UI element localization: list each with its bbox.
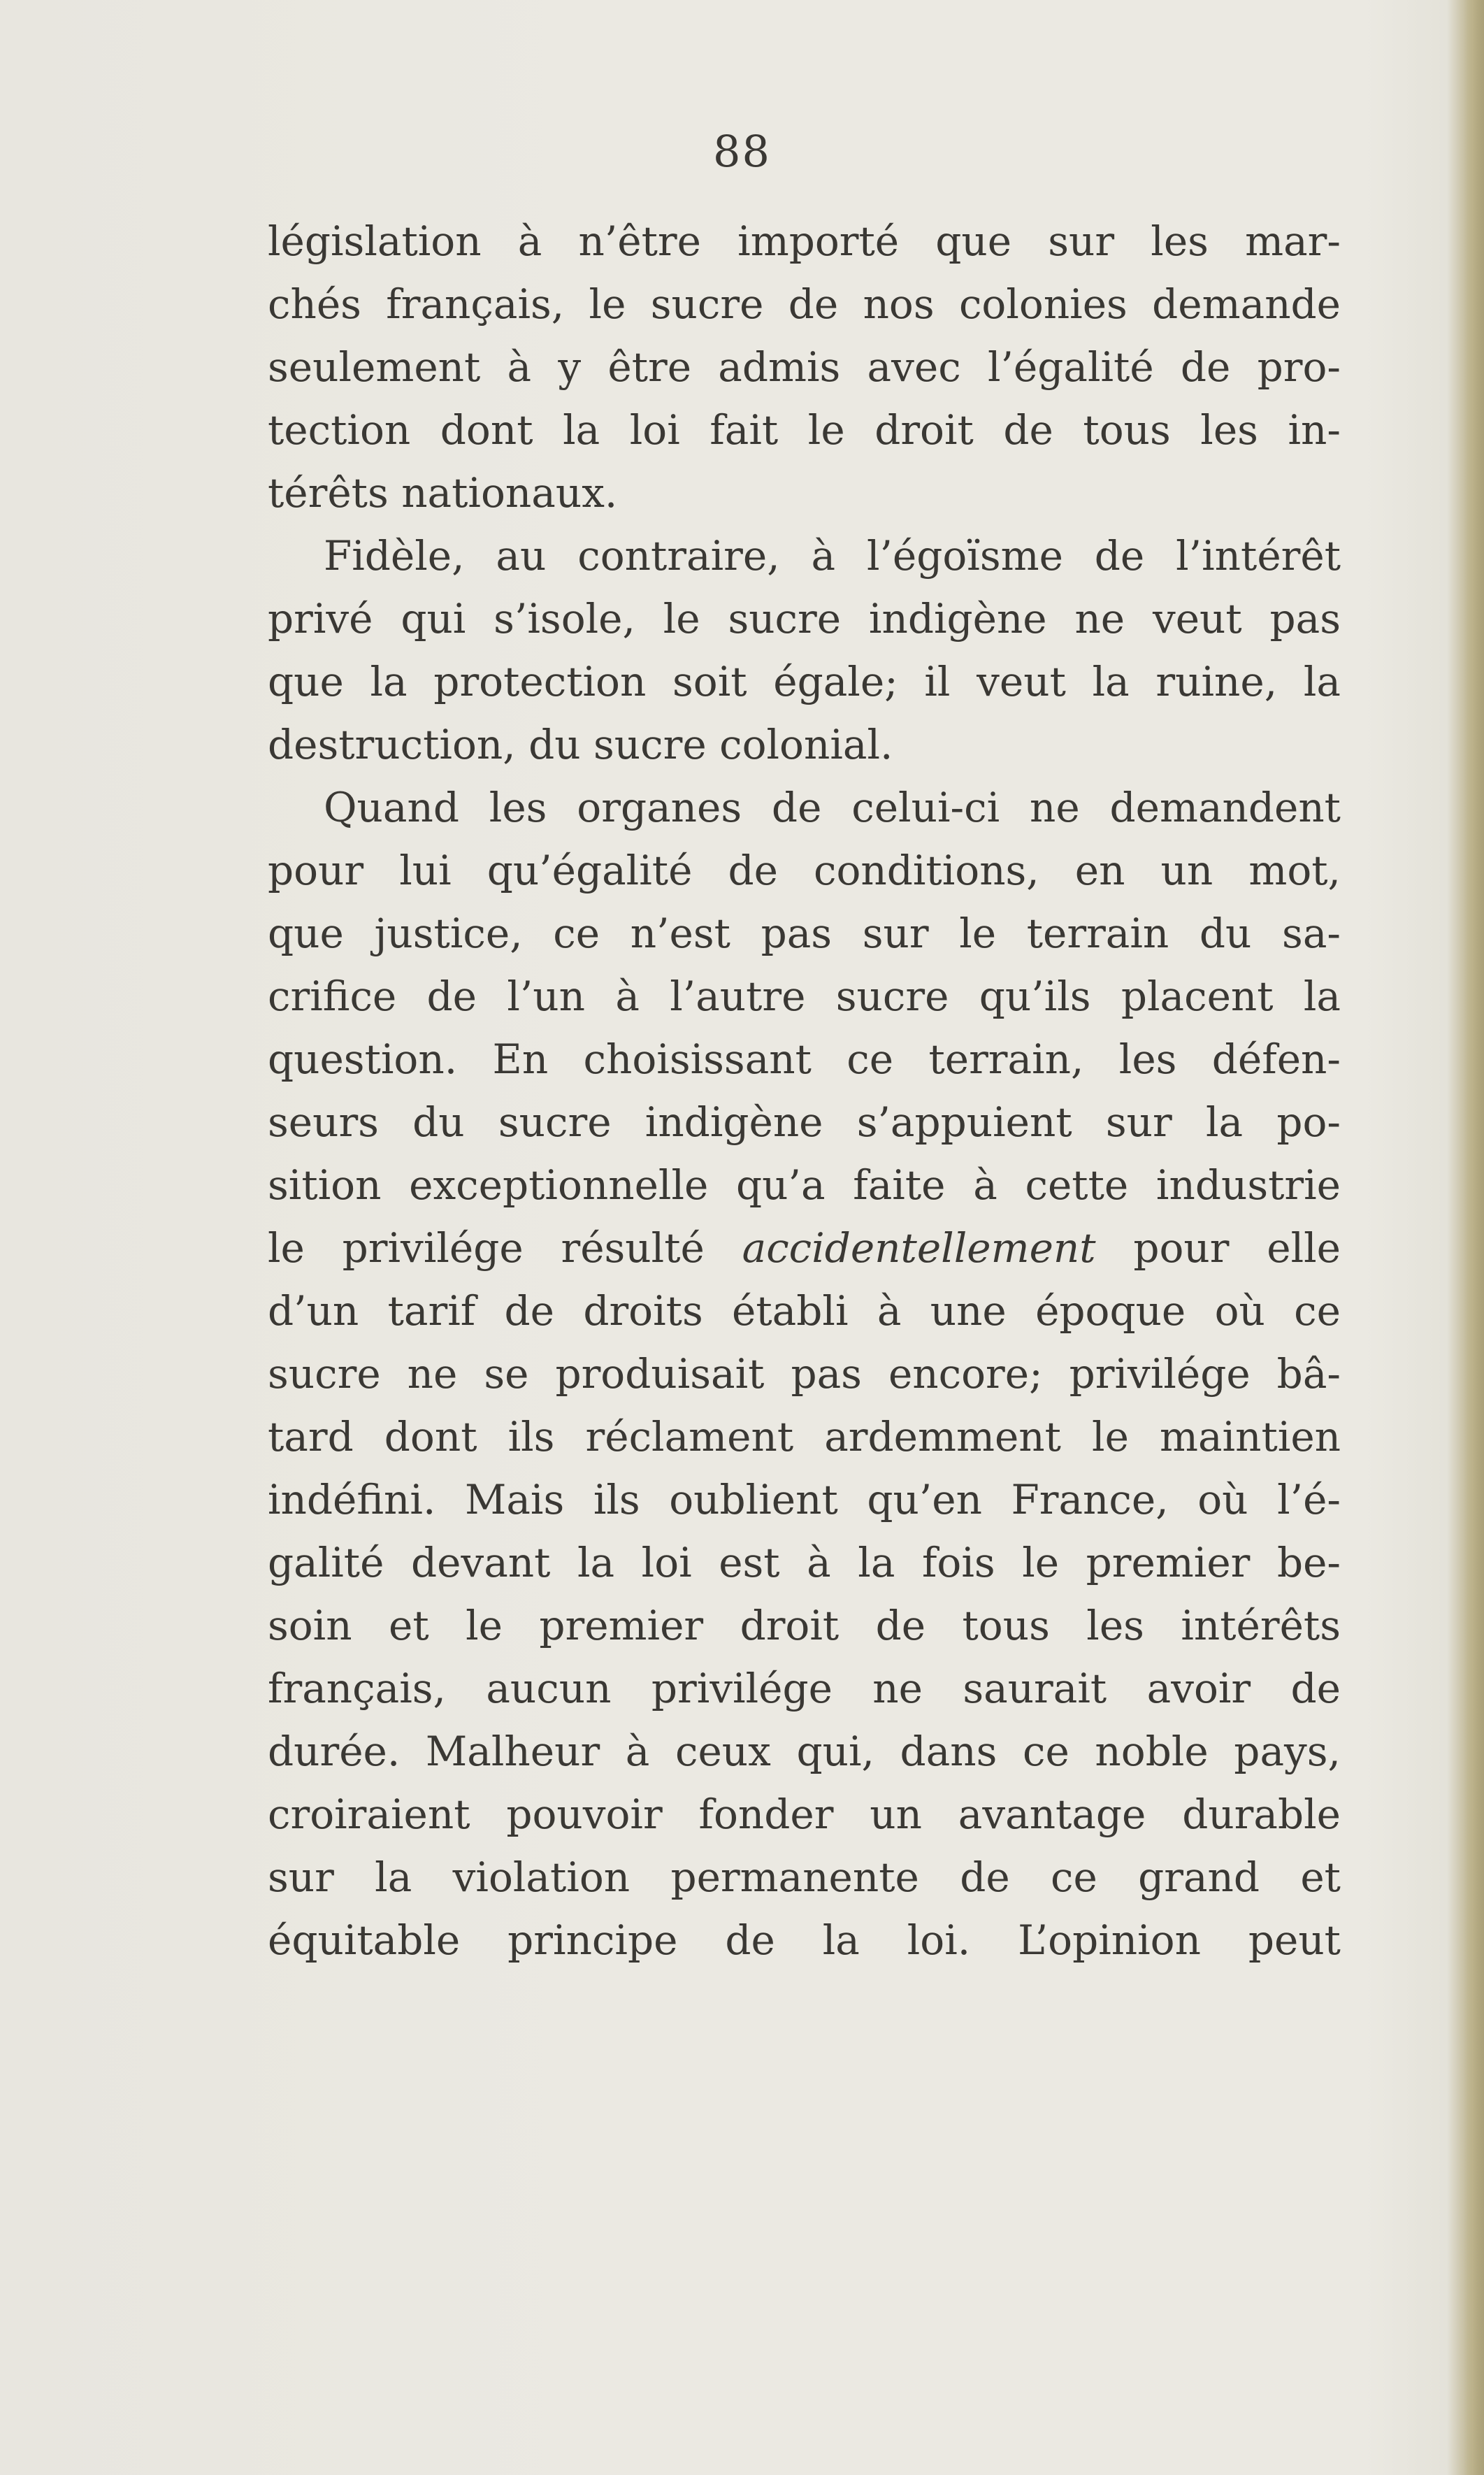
text-line: français, aucun privilége ne saurait avoir de — [268, 1665, 1341, 1712]
paragraph-start-line: Quand les organes de celui-ci ne demandent — [324, 784, 1341, 831]
text-line: tection dont la loi fait le droit de tous les in- — [268, 406, 1341, 454]
text-line: d’un tarif de droits établi à une époque où ce — [268, 1287, 1341, 1335]
italic-word: accidentellement — [742, 1224, 1096, 1272]
text-line: sucre ne se produisait pas encore; privilége bâ- — [268, 1350, 1341, 1398]
text-line: privé qui s’isole, le sucre indigène ne veut pas — [268, 595, 1341, 643]
paragraph-start-line: Fidèle, au contraire, à l’égoïsme de l’intérêt — [324, 532, 1341, 580]
text-line: seurs du sucre indigène s’appuient sur la po- — [268, 1098, 1341, 1146]
text-line: croiraient pouvoir fonder un avantage durable — [268, 1791, 1341, 1838]
text-line: sition exceptionnelle qu’a faite à cette industrie — [268, 1161, 1341, 1209]
text-line: soin et le premier droit de tous les intérêts — [268, 1602, 1341, 1649]
text-line: question. En choisissant ce terrain, les défen- — [268, 1035, 1341, 1083]
text-line: chés français, le sucre de nos colonies demande — [268, 280, 1341, 328]
text-line: durée. Malheur à ceux qui, dans ce noble pays, — [268, 1728, 1341, 1775]
text-line: sur la violation permanente de ce grand et — [268, 1853, 1341, 1901]
text-line-with-italic — [268, 1217, 1341, 1279]
text-line: seulement à y être admis avec l’égalité de pro- — [268, 343, 1341, 391]
text-line: tard dont ils réclament ardemment le maintien — [268, 1413, 1341, 1461]
text-line: que justice, ce n’est pas sur le terrain du sa- — [268, 910, 1341, 957]
page-edge-binding — [1464, 0, 1484, 2475]
text-line: crifice de l’un à l’autre sucre qu’ils placent la — [268, 973, 1341, 1020]
text-line: indéfini. Mais ils oublient qu’en France, où l’é- — [268, 1476, 1341, 1523]
body-text — [268, 210, 1341, 1972]
text-line: térêts nationaux. — [268, 469, 618, 517]
text-line: pour lui qu’égalité de conditions, en un mot, — [268, 847, 1341, 894]
text-segment: pour elle — [1095, 1224, 1341, 1272]
text-line: équitable principe de la loi. L’opinion peut — [268, 1916, 1341, 1964]
text-line: législation à n’être importé que sur les mar- — [268, 217, 1341, 265]
page-number: 88 — [713, 126, 771, 177]
text-line: destruction, du sucre colonial. — [268, 721, 893, 768]
text-line: galité devant la loi est à la fois le premier be- — [268, 1539, 1341, 1586]
text-segment: le privilége résulté — [268, 1224, 742, 1272]
text-line: que la protection soit égale; il veut la ruine, la — [268, 658, 1341, 705]
